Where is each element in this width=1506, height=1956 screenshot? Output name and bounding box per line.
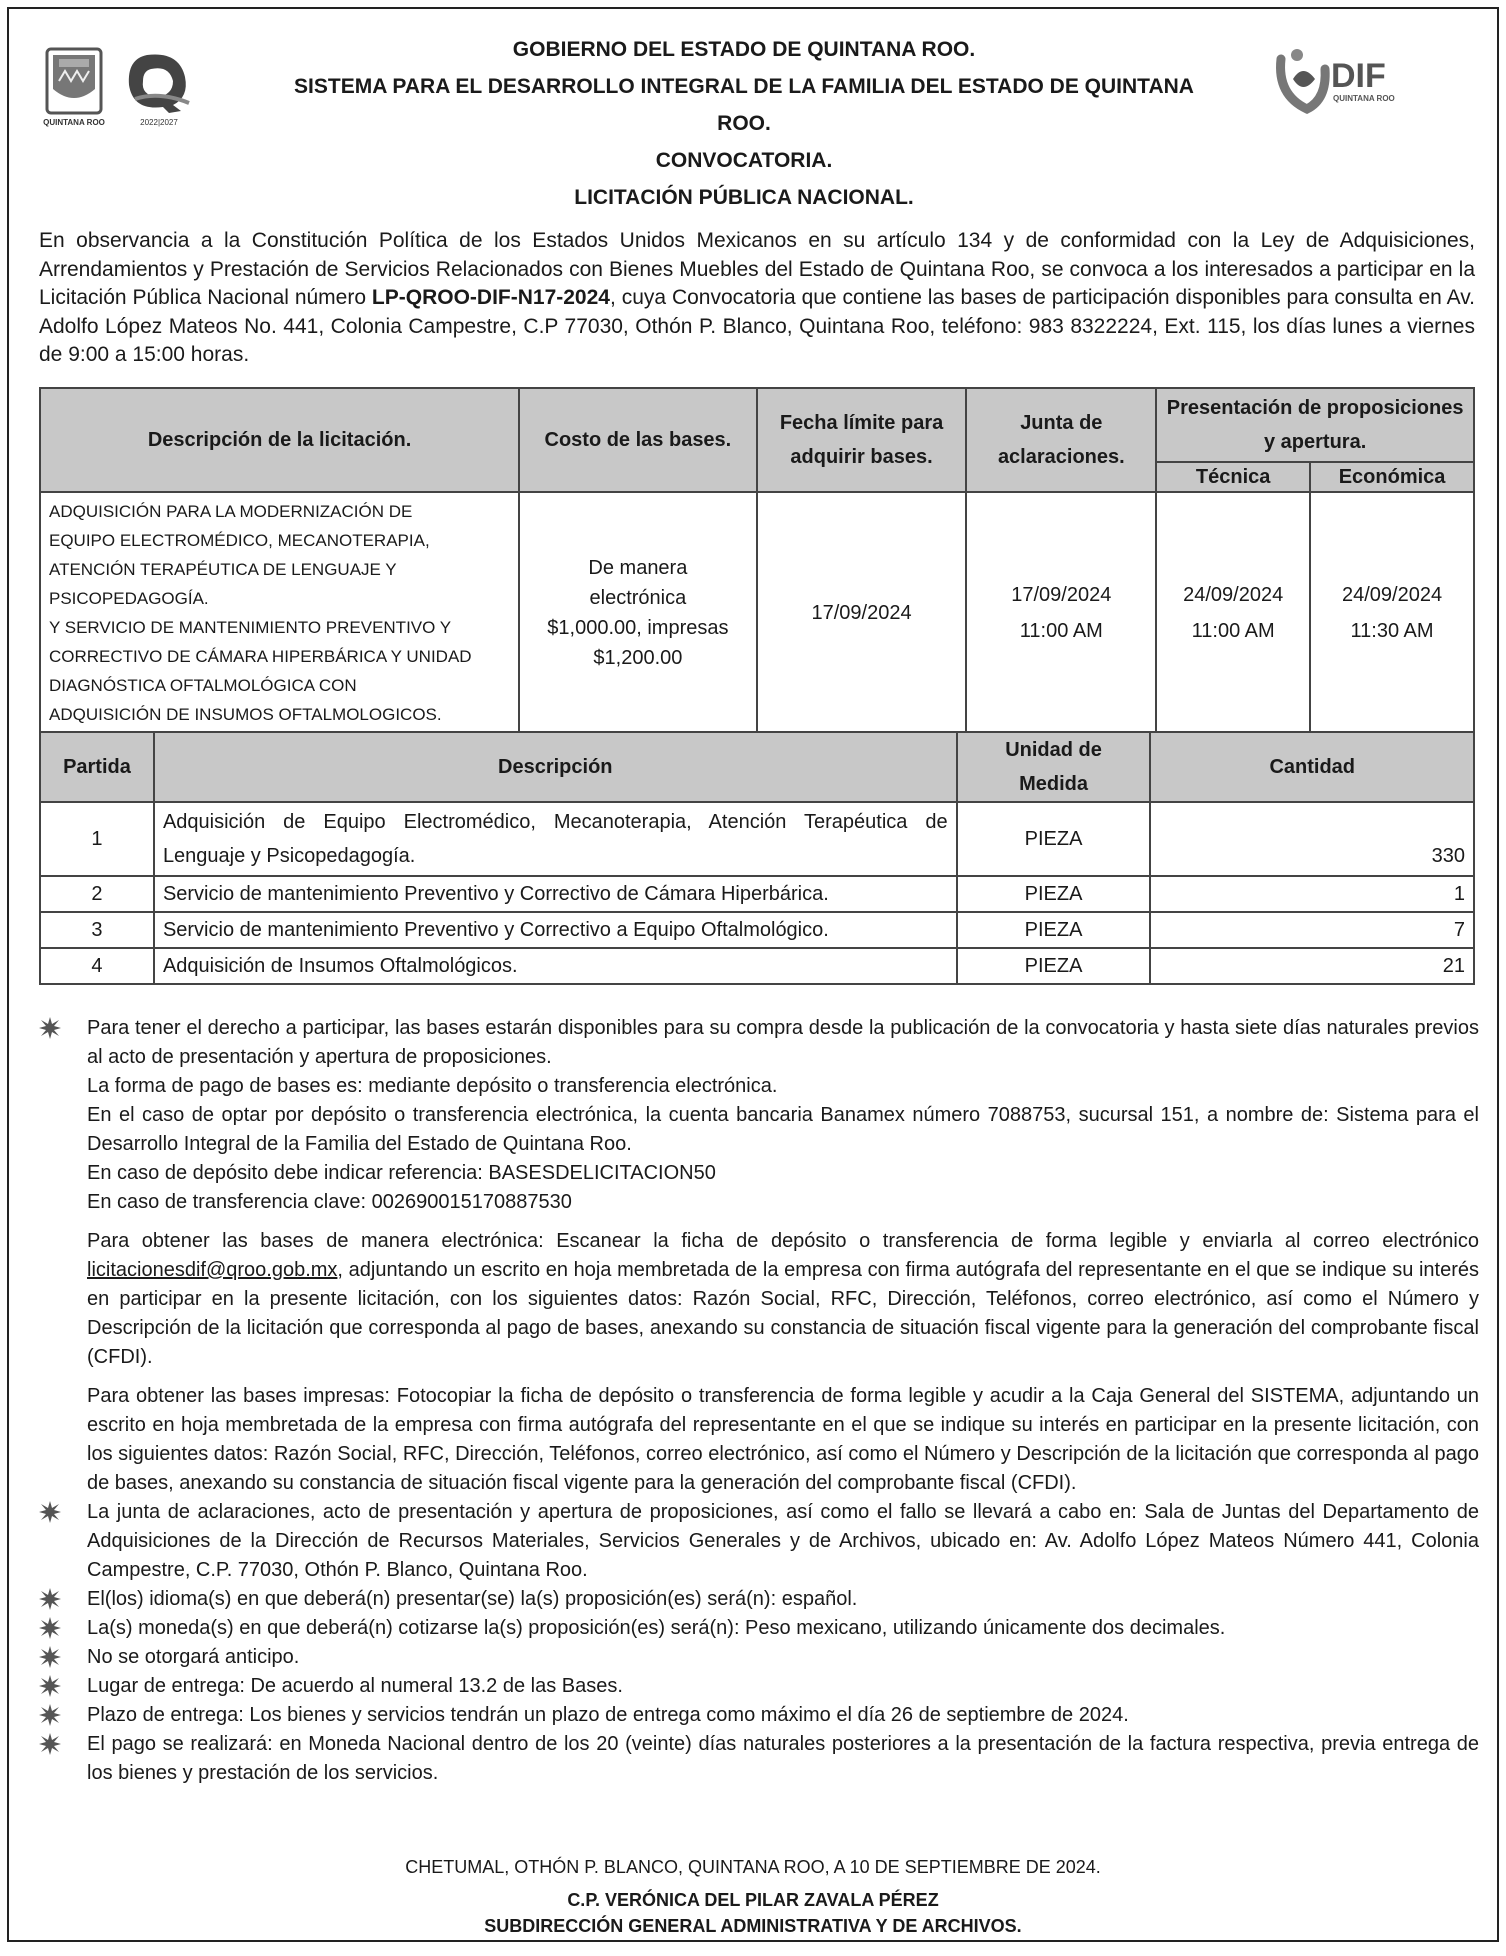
- table-row: 4 Adquisición de Insumos Oftalmológicos. PIEZA 21: [40, 948, 1474, 984]
- bank-account: En el caso de optar por depósito o transferencia electrónica, la cuenta bancaria Banamex número 7088753, sucursal 151, a nombre de: Sistema para el Desarrollo Integral de la Familia del Estado de Quintana Roo.: [87, 1104, 1479, 1155]
- header-unidad: Unidad de Medida: [957, 732, 1151, 802]
- licitacion-number: LP-QROO-DIF-N17-2024: [371, 286, 610, 309]
- intro-text: En observancia a la Constitución Política de los Estados Unidos Mexicanos en su artículo 134 y de conformidad con la Ley de Adquisiciones, Arrendamientos y Prestación de Servicios Relacionados con Bienes Muebles del Estado de Quintana Roo, se convoca a los interesados a participar en la Licitación Pública Nacional número: [39, 229, 1475, 309]
- list-item: La(s) moneda(s) en que deberá(n) cotizarse la(s) proposición(es) será(n): Peso mexicano, utilizando únicamente dos decimales.: [39, 1614, 1479, 1643]
- title-line-convocatoria: CONVOCATORIA.: [655, 149, 833, 172]
- header-presentation: Presentación de proposiciones y apertura.: [1156, 388, 1474, 462]
- transfer-key: En caso de transferencia clave: 002690015170887530: [87, 1191, 572, 1213]
- table-row: 2 Servicio de mantenimiento Preventivo y Correctivo de Cámara Hiperbárica. PIEZA 1: [40, 876, 1474, 912]
- bullet-star-icon: [39, 1675, 61, 1697]
- electronic-bases: Para obtener las bases de manera electrónica: Escanear la ficha de depósito o transferencia de forma legible y enviarla al correo electrónico licitacionesdif@qroo.gob.mx, adjuntando un escrito en hoja membretada de la empresa con firma autógrafa del representante en el que se indique su interés en participar en la presente licitación, con los siguientes datos: Razón Social, RFC, Dirección, Teléfonos, correo electrónico, así como el Número y Descripción de la licitación que corresponda al pago de bases, anexando su constancia de situación fiscal vigente para la generación del comprobante fiscal (CFDI).: [87, 1230, 1479, 1368]
- payment-method: La forma de pago de bases es: mediante depósito o transferencia electrónica.: [87, 1075, 778, 1097]
- header: [9, 9, 1497, 219]
- printed-bases: Para obtener las bases impresas: Fotocopiar la ficha de depósito o transferencia de forma legible y acudir a la Caja General del SISTEMA, adjuntando un escrito en hoja membretada de la empresa con firma autógrafa del representante en el que se indique su interés en participar en la presente licitación, con los siguientes datos: Razón Social, RFC, Dirección, Teléfonos, correo electrónico, así como el Número y Descripción de la licitación que corresponda al pago de bases, anexando su constancia de situación fiscal vigente para la generación del comprobante fiscal (CFDI).: [87, 1385, 1479, 1494]
- q-logo-icon: [129, 54, 189, 127]
- partidas-table: [39, 731, 1475, 985]
- table-row: 1 Adquisición de Equipo Electromédico, Mecanoterapia, Atención Terapéutica de Lenguaje y Psicopedagogía. PIEZA 330: [40, 802, 1474, 876]
- cell-economic: 24/09/2024 11:30 AM: [1310, 492, 1474, 734]
- svg-text:2022|2027: 2022|2027: [140, 118, 178, 127]
- list-item: Plazo de entrega: Los bienes y servicios tendrán un plazo de entrega como máximo el día 26 de septiembre de 2024.: [39, 1701, 1479, 1730]
- bullet-star-icon: [39, 1733, 61, 1755]
- header-cost: Costo de las bases.: [519, 388, 757, 492]
- bullet-star-icon: [39, 1017, 61, 1039]
- table-row: 3 Servicio de mantenimiento Preventivo y Correctivo a Equipo Oftalmológico. PIEZA 7: [40, 912, 1474, 948]
- email-link[interactable]: licitacionesdif@qroo.gob.mx: [87, 1259, 338, 1281]
- header-partida: Partida: [40, 732, 154, 802]
- intro-paragraph: [39, 227, 1475, 370]
- cell-technical: 24/09/2024 11:00 AM: [1156, 492, 1310, 734]
- government-logos: [39, 41, 219, 131]
- list-item: No se otorgará anticipo.: [39, 1643, 1479, 1672]
- cell-cost: De manera electrónica $1,000.00, impresas $1,200.00: [519, 492, 757, 734]
- bullet-star-icon: [39, 1646, 61, 1668]
- list-item: El(los) idioma(s) en que deberá(n) presentar(se) la(s) proposición(es) será(n): español.: [39, 1585, 1479, 1614]
- bullet-star-icon: [39, 1588, 61, 1610]
- header-economic: Económica: [1310, 462, 1474, 492]
- header-descripcion: Descripción: [154, 732, 957, 802]
- header-technical: Técnica: [1156, 462, 1310, 492]
- header-cantidad: Cantidad: [1150, 732, 1474, 802]
- intro-text-end: , cuya Convocatoria que contiene las bases de participación disponibles para consulta en Av. Adolfo López Mateos No. 441, Colonia Campestre, C.P 77030, Othón P. Blanco, Quintana Roo, teléfono: 983 8322224, Ext. 115, los días lunes a viernes de 9:00 a 15:00 horas.: [39, 286, 1475, 366]
- svg-text:QUINTANA ROO: QUINTANA ROO: [43, 118, 105, 127]
- bullet-star-icon: [39, 1704, 61, 1726]
- document-titles: [229, 31, 1259, 216]
- list-item: Lugar de entrega: De acuerdo al numeral 13.2 de las Bases.: [39, 1672, 1479, 1701]
- licitacion-table: [39, 387, 1475, 735]
- title-line-government: GOBIERNO DEL ESTADO DE QUINTANA ROO.: [512, 38, 976, 61]
- bases-availability: Para tener el derecho a participar, las bases estarán disponibles para su compra desde la publicación de la convocatoria y hasta siete días naturales previos al acto de presentación y apertura de proposiciones.: [87, 1017, 1479, 1068]
- bullet-star-icon: [39, 1617, 61, 1639]
- svg-text:QUINTANA ROO: QUINTANA ROO: [1333, 94, 1395, 103]
- header-deadline: Fecha límite para adquirir bases.: [757, 388, 967, 492]
- header-meeting: Junta de aclaraciones.: [966, 388, 1156, 492]
- quintana-roo-shield-icon: [43, 49, 105, 127]
- title-line-licitacion: LICITACIÓN PÚBLICA NACIONAL.: [574, 186, 914, 209]
- document-page: [7, 7, 1499, 1942]
- conditions-list: [39, 1014, 1479, 1788]
- list-item-bases: [39, 1014, 1479, 1498]
- cell-description: ADQUISICIÓN PARA LA MODERNIZACIÓN DE EQUIPO ELECTROMÉDICO, MECANOTERAPIA, ATENCIÓN TERAPÉUTICA DE LENGUAJE Y PSICOPEDAGOGÍA. Y SERVICIO DE MANTENIMIENTO PREVENTIVO Y CORRECTIVO DE CÁMARA HIPERBÁRICA Y UNIDAD DIAGNÓSTICA OFTALMOLÓGICA CON ADQUISICIÓN DE INSUMOS OFTALMOLOGICOS.: [40, 492, 519, 734]
- place-date: CHETUMAL, OTHÓN P. BLANCO, QUINTANA ROO, A 10 DE SEPTIEMBRE DE 2024.: [405, 1857, 1101, 1877]
- list-item: La junta de aclaraciones, acto de presentación y apertura de proposiciones, así como el fallo se llevará a cabo en: Sala de Juntas del Departamento de Adquisiciones de la Dirección de Recursos Materiales, Servicios Generales y de Archivos, ubicado en: Av. Adolfo López Mateos Número 441, Colonia Campestre, C.P. 77030, Othón P. Blanco, Quintana Roo.: [39, 1498, 1479, 1585]
- title-line-system-end: ROO.: [717, 112, 771, 135]
- dif-logo-icon: [1267, 39, 1417, 129]
- header-description: Descripción de la licitación.: [40, 388, 519, 492]
- deposit-reference: En caso de depósito debe indicar referencia: BASESDELICITACION50: [87, 1162, 716, 1184]
- bullet-star-icon: [39, 1501, 61, 1523]
- signatory-position: SUBDIRECCIÓN GENERAL ADMINISTRATIVA Y DE ARCHIVOS.: [484, 1916, 1022, 1936]
- signatory-name: C.P. VERÓNICA DEL PILAR ZAVALA PÉREZ: [567, 1890, 939, 1910]
- list-item: El pago se realizará: en Moneda Nacional dentro de los 20 (veinte) días naturales posteriores a la presentación de la factura respectiva, previa entrega de los bienes y prestación de los servicios.: [39, 1730, 1479, 1788]
- title-line-system: SISTEMA PARA EL DESARROLLO INTEGRAL DE LA FAMILIA DEL ESTADO DE QUINTANA: [294, 75, 1194, 98]
- cell-meeting: 17/09/2024 11:00 AM: [966, 492, 1156, 734]
- svg-text:DIF: DIF: [1331, 57, 1386, 95]
- cell-deadline: 17/09/2024: [757, 492, 967, 734]
